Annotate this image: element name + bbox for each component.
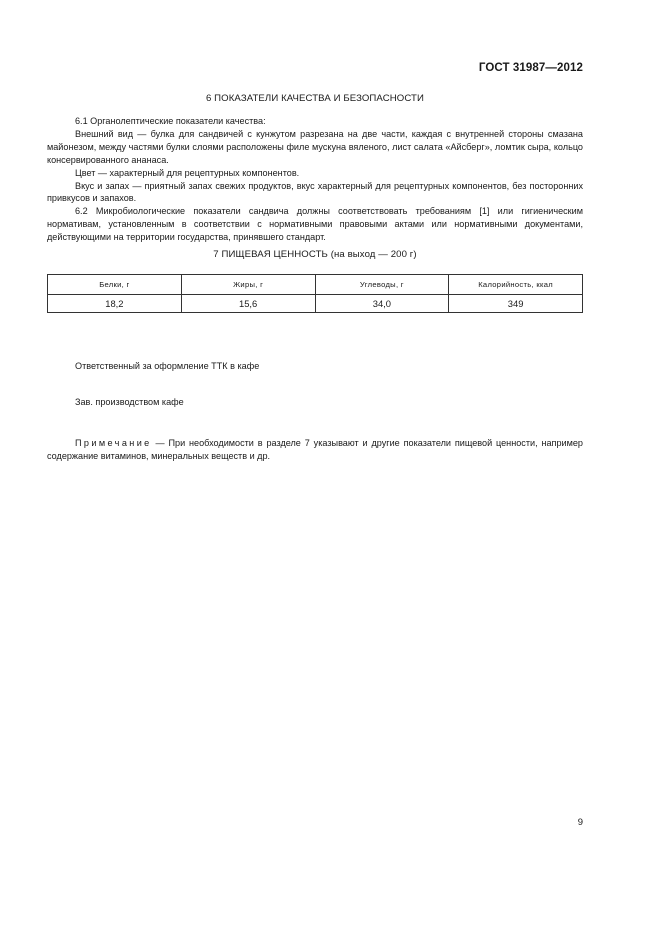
paragraph-color: Цвет — характерный для рецептурных компонентов. [75,167,300,178]
paragraph-6-2: 6.2 Микробиологические показатели сандвича должны соответствовать требованиям [1] или гигиеническим нормативам, установленным в соответствии с нормативными правовыми актами или нормативными документами, действующими на территории государства, принявшего стандарт. [47,206,583,243]
responsible-person-line: Ответственный за оформление ТТК в кафе [75,361,260,371]
production-head-line: Зав. производством кафе [75,397,184,407]
section-6-title: 6 ПОКАЗАТЕЛИ КАЧЕСТВА И БЕЗОПАСНОСТИ [205,93,424,104]
value-calories: 349 [449,295,583,313]
table-row [48,295,583,313]
paragraph-taste-smell: Вкус и запах — приятный запах свежих продуктов, вкус характерный для рецептурных компонентов, без посторонних привкусов и запахов. [47,180,583,204]
header-calories: Калорийность, ккал [449,275,583,295]
value-carbohydrates: 34,0 [315,295,449,313]
note-block [47,437,583,463]
section-6-body [47,115,583,244]
section-7-title: 7 ПИЩЕВАЯ ЦЕННОСТЬ (на выход — 200 г) [213,249,417,260]
paragraph-appearance: Внешний вид — булка для сандвичей с кунжутом разрезана на две части, каждая с внутренней стороны смазана майонезом, между частями булки слоями расположены филе мускуна вяленого, лист салата «Айсберг», ломтик сыра, кольцо консервированного ананаса. [47,128,583,165]
value-proteins: 18,2 [48,295,182,313]
table-header-row [48,275,583,295]
value-fats: 15,6 [181,295,315,313]
header-proteins: Белки, г [48,275,182,295]
header-fats: Жиры, г [181,275,315,295]
standard-designation: ГОСТ 31987—2012 [478,62,583,74]
header-carbohydrates: Углеводы, г [315,275,449,295]
paragraph-6-1: 6.1 Органолептические показатели качества: [75,116,266,126]
note-label: Примечание [75,438,152,448]
note-text: — При необходимости в разделе 7 указывают и другие показатели пищевой ценности, например содержание витаминов, минеральных веществ и др. [47,438,583,461]
nutrition-table [47,274,583,313]
page-number: 9 [577,817,583,828]
